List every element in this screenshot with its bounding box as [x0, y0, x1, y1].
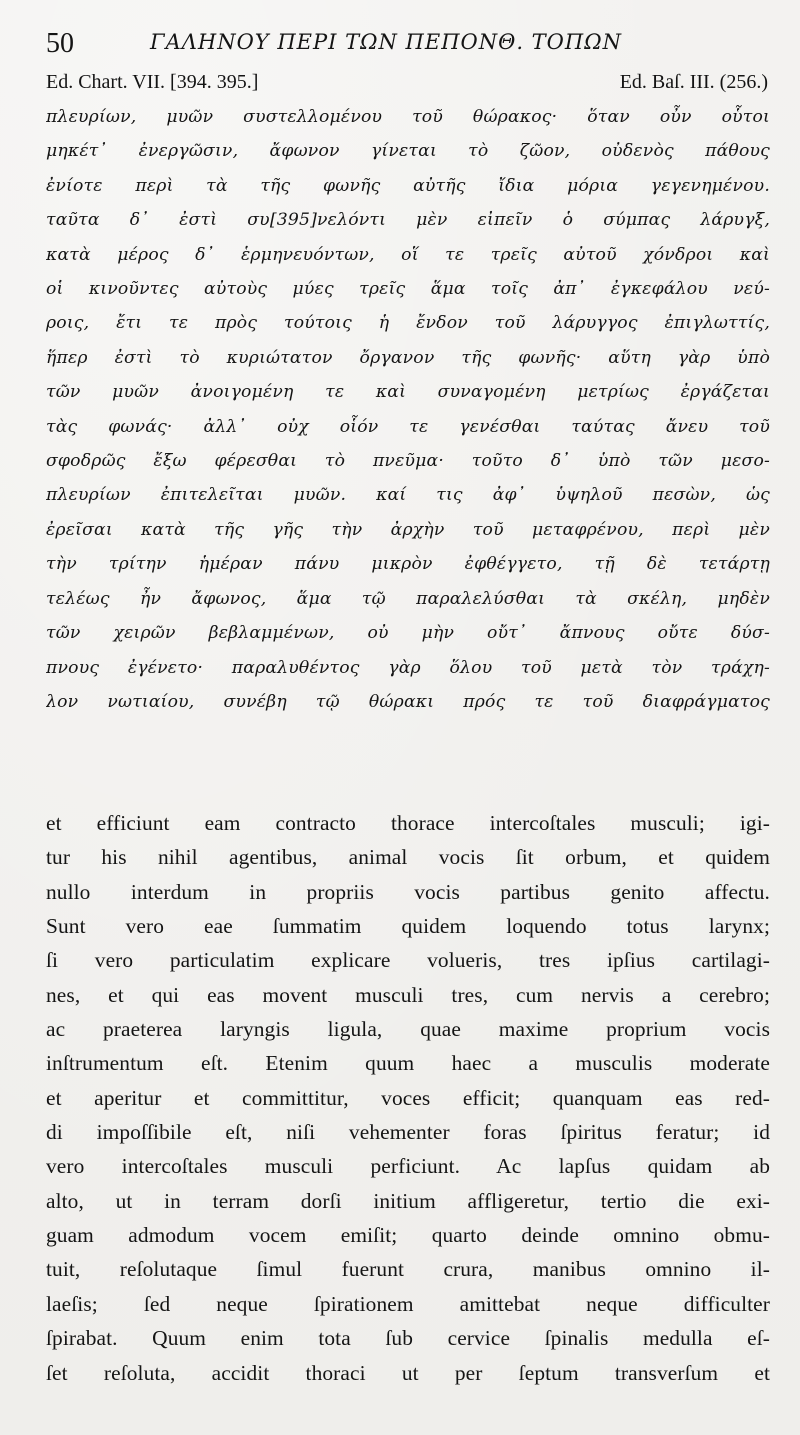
- latin-text-line: inſtrumentum eſt. Etenim quum haec a musculis moderate: [46, 1051, 770, 1076]
- page-header: [46, 26, 762, 66]
- running-title: ΓΑΛΗΝΟΥ ΠΕΡΙ ΤΩΝ ΠΕΠΟΝΘ. ΤΟΠΩΝ: [150, 30, 622, 54]
- greek-text-line: κατὰ μέρος δ᾽ ἑρμηνευόντων, οἵ τε τρεῖς αὐτοῦ χόνδροι καὶ: [46, 244, 770, 265]
- greek-text-line: τὰς φωνάς· ἀλλ᾽ οὐχ οἷόν τε γενέσθαι ταύτας ἄνευ τοῦ: [46, 416, 770, 437]
- edition-basel: Ed. Baſ. III. (256.): [619, 71, 768, 93]
- greek-text-line: τὴν τρίτην ἡμέραν πάνυ μικρὸν ἐφθέγγετο, τῇ δὲ τετάρτῃ: [46, 554, 770, 575]
- latin-text-line: et aperitur et committitur, voces efficit; quanquam eas red-: [46, 1085, 770, 1110]
- latin-text-line: Sunt vero eae ſummatim quidem loquendo totus larynx;: [46, 914, 770, 939]
- greek-text-line: μηκέτ᾽ ἐνεργῶσιν, ἄφωνον γίνεται τὸ ζῶον, οὐδενὸς πάθους: [46, 141, 770, 162]
- latin-text-block: [46, 806, 770, 1390]
- greek-text-line: πνους ἐγένετο· παραλυθέντος γὰρ ὅλου τοῦ μετὰ τὸν τράχη-: [46, 657, 770, 678]
- greek-text-line: πλευρίων, μυῶν συστελλομένου τοῦ θώρακος· ὅταν οὖν οὗτοι: [46, 107, 770, 127]
- latin-text-line: tur his nihil agentibus, animal vocis ſit orbum, et quidem: [46, 845, 770, 870]
- greek-text-line: ροις, ἔτι τε πρὸς τούτοις ἡ ἔνδον τοῦ λάρυγγος ἐπιγλωττίς,: [46, 313, 770, 334]
- latin-text-line: laeſis; ſed neque ſpirationem amittebat neque difficulter: [46, 1291, 770, 1316]
- greek-text-line: ταῦτα δ᾽ ἐστὶ συ[395]νελόντι μὲν εἰπεῖν ὁ σύμπας λάρυγξ,: [46, 210, 770, 231]
- greek-text-line: πλευρίων ἐπιτελεῖται μυῶν. καί τις ἀφ᾽ ὑψηλοῦ πεσὼν, ὡς: [46, 485, 770, 506]
- latin-text-line: ſi vero particulatim explicare volueris, tres ipſius cartilagi-: [46, 948, 770, 973]
- greek-text-line: τελέως ἦν ἄφωνος, ἅμα τῷ παραλελύσθαι τὰ σκέλη, μηδὲν: [46, 588, 770, 609]
- greek-text-line: οἱ κινοῦντες αὐτοὺς μύες τρεῖς ἅμα τοῖς ἀπ᾽ ἐγκεφάλου νεύ-: [46, 279, 770, 300]
- latin-text-line: ſet reſoluta, accidit thoraci ut per ſeptum transverſum et: [46, 1360, 770, 1385]
- page-number: 50: [46, 28, 74, 59]
- greek-text-line: τῶν χειρῶν βεβλαμμένων, οὐ μὴν οὔτ᾽ ἄπνους οὔτε δύσ-: [46, 623, 770, 644]
- latin-text-line: alto, ut in terram dorſi initium affligeretur, tertio die exi-: [46, 1188, 770, 1213]
- latin-text-line: guam admodum vocem emiſit; quarto deinde omnino obmu-: [46, 1223, 770, 1248]
- greek-text-line: ἥπερ ἐστὶ τὸ κυριώτατον ὄργανον τῆς φωνῆς· αὕτη γὰρ ὑπὸ: [46, 347, 770, 368]
- greek-text-line: σφοδρῶς ἔξω φέρεσθαι τὸ πνεῦμα· τοῦτο δ᾽ ὑπὸ τῶν μεσο-: [46, 451, 770, 472]
- greek-text-block: [46, 100, 770, 719]
- latin-text-line: et efficiunt eam contracto thorace intercoſtales musculi; igi-: [46, 811, 770, 835]
- latin-text-line: nes, et qui eas movent musculi tres, cum nervis a cerebro;: [46, 982, 770, 1007]
- latin-text-line: tuit, reſolutaque ſimul fuerunt crura, manibus omnino il-: [46, 1257, 770, 1282]
- greek-text-line: ἐνίοτε περὶ τὰ τῆς φωνῆς αὐτῆς ἴδια μόρια γεγενημένου.: [46, 175, 770, 196]
- latin-text-line: di impoſſibile eſt, niſi vehementer foras ſpiritus feratur; id: [46, 1120, 770, 1145]
- greek-text-line: λον νωτιαίου, συνέβη τῷ θώρακι πρός τε τοῦ διαφράγματος: [46, 691, 770, 712]
- greek-text-line: ἐρεῖσαι κατὰ τῆς γῆς τὴν ἀρχὴν τοῦ μεταφρένου, περὶ μὲν: [46, 519, 770, 540]
- latin-text-line: vero intercoſtales musculi perficiunt. Ac lapſus quidam ab: [46, 1154, 770, 1179]
- greek-text-line: τῶν μυῶν ἀνοιγομένη τε καὶ συναγομένη μετρίως ἐργάζεται: [46, 382, 770, 403]
- latin-text-line: ac praeterea laryngis ligula, quae maxime proprium vocis: [46, 1017, 770, 1042]
- edition-chartier: Ed. Chart. VII. [394. 395.]: [46, 71, 259, 93]
- latin-text-line: ſpirabat. Quum enim tota ſub cervice ſpinalis medulla eſ-: [46, 1326, 770, 1351]
- edition-references: [46, 71, 768, 99]
- latin-text-line: nullo interdum in propriis vocis partibus genito affectu.: [46, 879, 770, 904]
